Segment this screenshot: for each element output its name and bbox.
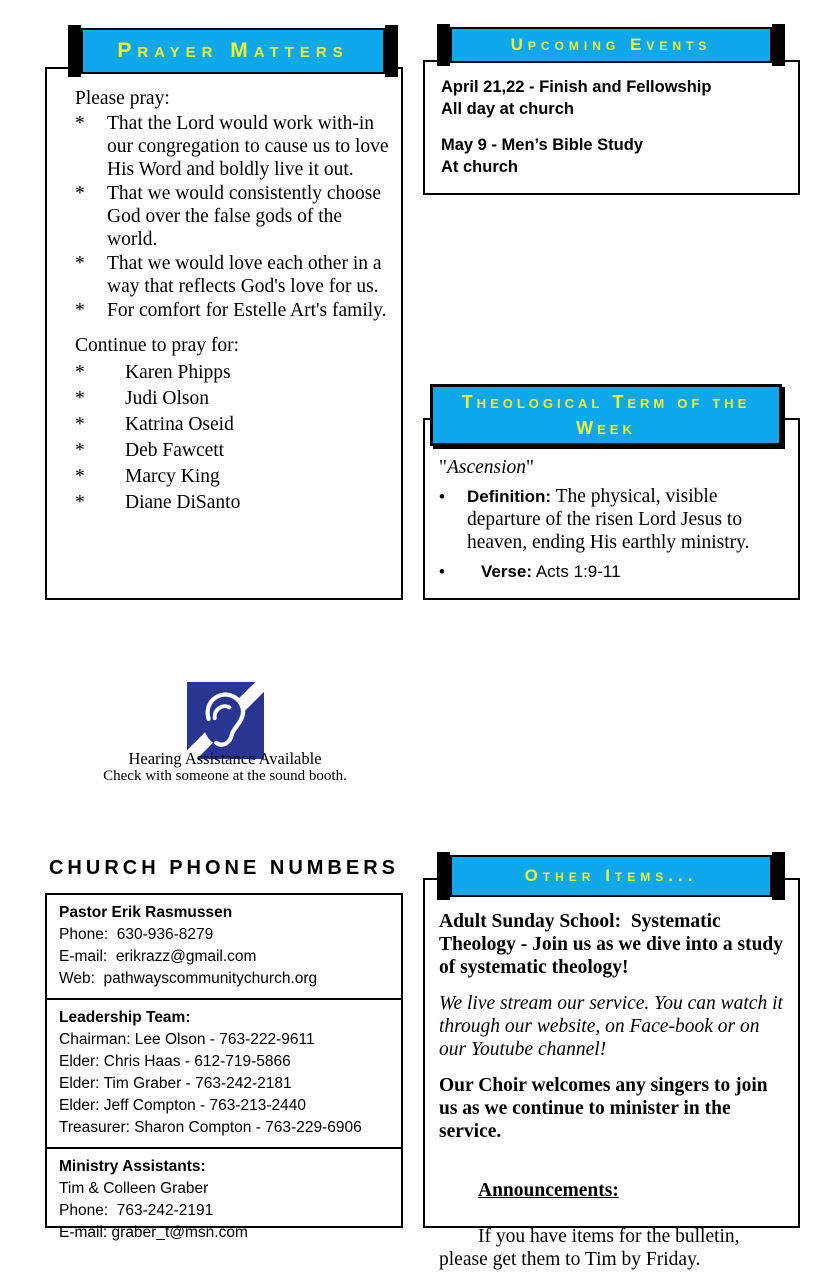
contact-line: Elder: Chris Haas - 612-719-5866 [59,1053,291,1070]
prayer-request-item [75,182,391,251]
other-items-box [423,878,800,1270]
theological-term [439,456,790,479]
event-title-line: April 21,22 - Finish and Fellowship [441,78,712,96]
choir-paragraph: Our Choir welcomes any singers to join us as we continue to minister in the service. [439,1075,773,1142]
bullet-dot: • [439,562,445,581]
contact-line: Treasurer: Sharon Compton - 763-229-6906 [59,1119,362,1136]
prayer-name-text: Marcy King [125,466,220,487]
asterisk-bullet: * [75,492,85,513]
prayer-name-item [75,413,391,436]
leadership-heading: Leadership Team: [59,1009,191,1026]
asterisk-bullet: * [75,440,85,461]
upcoming-events-list [425,62,798,178]
asterisk-bullet: * [75,300,85,321]
header-end-cap [385,25,398,77]
asterisk-bullet: * [75,113,85,134]
prayer-request-text: That the Lord would work with-in our congregation to cause us to love His Word and boldly live it out. [107,113,389,180]
event-item [441,76,790,120]
announcements-text: If you have items for the bulletin, please get them to Tim by Friday. [439,1226,745,1270]
definition-text: The physical, visible departure of the risen Lord Jesus to heaven, ending His earthly ministry. [467,486,750,553]
live-stream-paragraph: We live stream our service. You can watch it through our website, on Face-book or on our Youtube channel! [439,993,788,1060]
verse-label: Verse: [481,562,533,581]
bullet-dot: • [439,487,445,506]
definition-row [439,485,790,554]
prayer-request-item [75,112,391,181]
prayer-name-item [75,465,391,488]
prayer-request-text: That we would love each other in a way that reflects God's love for us. [107,253,382,297]
continue-pray-label: Continue to pray for: [75,335,240,356]
event-detail-line: All day at church [441,100,574,118]
verse-text: Acts 1:9-11 [532,562,621,581]
event-detail-line: At church [441,158,519,176]
asterisk-bullet: * [75,414,85,435]
header-end-cap [437,852,450,900]
church-phone-numbers-box [45,893,403,1241]
contact-line: Chairman: Lee Olson - 763-222-9611 [59,1031,315,1048]
ministry-lines [59,1178,389,1244]
leadership-section [47,998,401,1147]
contact-line: Elder: Jeff Compton - 763-213-2440 [59,1097,307,1114]
announcements-label: Announcements: [478,1180,619,1201]
leadership-lines [59,1029,389,1139]
header-end-cap [68,25,81,77]
adult-sunday-school-paragraph: Adult Sunday School: Systematic Theology - Join us as we dive into a study of systematic theology! [439,911,788,978]
contact-line: E-mail: graber_t@msn.com [59,1224,248,1241]
ministry-heading: Ministry Assistants: [59,1158,206,1175]
upcoming-events-header [437,27,785,63]
contact-line: Tim & Colleen Graber [59,1180,209,1197]
contact-line: E-mail: erikrazz@gmail.com [59,948,257,965]
asterisk-bullet: * [75,253,85,274]
contact-line: Phone: 763-242-2191 [59,1202,214,1219]
contact-line: Elder: Tim Graber - 763-242-2181 [59,1075,292,1092]
prayer-name-text: Deb Fawcett [125,440,225,461]
prayer-intro: Please pray: [75,88,170,109]
prayer-matters-title: Prayer Matters [117,39,349,62]
prayer-name-text: Judi Olson [125,388,209,409]
asterisk-bullet: * [75,388,85,409]
hearing-caption-line2: Check with someone at the sound booth. [103,768,347,784]
pastor-contact-lines [59,924,389,990]
contact-line: Phone: 630-936-8279 [59,926,214,943]
hearing-caption-line1: Hearing Assistance Available [128,749,322,768]
quote-mark: " [439,457,447,478]
event-title-line: May 9 - Men’s Bible Study [441,136,644,154]
church-phone-numbers-title: CHURCH PHONE NUMBERS [48,857,399,879]
quote-mark: " [526,457,535,478]
header-end-cap [772,852,785,900]
prayer-request-list [75,112,391,322]
asterisk-bullet: * [75,466,85,487]
hearing-assistance-icon [187,682,264,759]
prayer-name-text: Katrina Oseid [125,414,234,435]
prayer-name-text: Karen Phipps [125,362,231,383]
theological-term-title: Theological Term of the Week [461,392,751,438]
theological-term-header [430,384,782,446]
pastor-section [47,895,401,998]
prayer-name-item [75,439,391,462]
prayer-name-item [75,361,391,384]
upcoming-events-box [423,60,800,195]
pastor-name: Pastor Erik Rasmussen [59,904,233,921]
other-items-header [437,855,785,897]
hearing-assistance-caption [80,750,370,785]
prayer-name-item [75,387,391,410]
prayer-name-item [75,491,391,514]
prayer-matters-header [68,28,398,74]
header-end-cap [772,24,785,66]
asterisk-bullet: * [75,183,85,204]
ministry-section [47,1147,401,1252]
other-items-title: Other Items... [524,866,698,885]
event-item [441,134,790,178]
definition-label: Definition: [467,487,552,506]
contact-line: Web: pathwayscommunitychurch.org [59,970,318,987]
upcoming-events-title: Upcoming Events [510,35,712,54]
prayer-matters-box [45,67,403,600]
prayer-request-item [75,299,391,322]
asterisk-bullet: * [75,362,85,383]
prayer-request-item [75,252,391,298]
verse-row [439,560,790,583]
prayer-request-text: For comfort for Estelle Art's family. [107,300,387,321]
term-word: Ascension [446,457,527,478]
header-end-cap [437,24,450,66]
announcements-paragraph [439,1156,784,1275]
prayer-name-list [75,361,391,514]
prayer-request-text: That we would consistently choose God over the false gods of the world. [107,183,382,250]
prayer-name-text: Diane DiSanto [125,492,241,513]
